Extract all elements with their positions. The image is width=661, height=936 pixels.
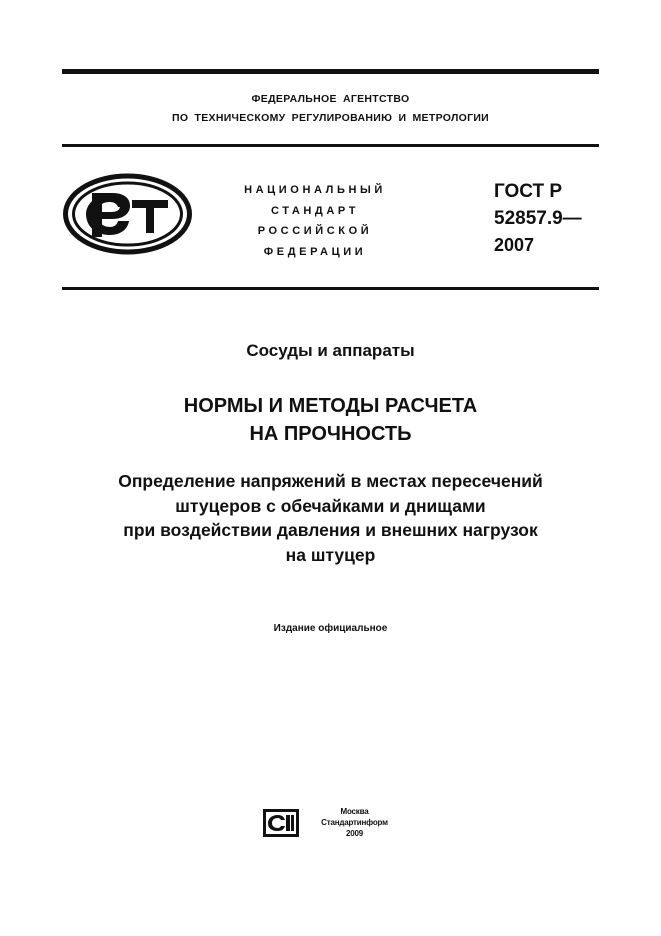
publisher-name: Стандартинформ (321, 818, 388, 827)
document-main-title (62, 392, 599, 448)
subtitle-line-3: при воздействии давления и внешних нагрузок (123, 520, 538, 540)
standard-designation (494, 178, 582, 259)
subtitle-line-1: Определение напряжений в местах пересечений (118, 471, 543, 491)
designation-year: 2007 (494, 235, 535, 255)
standard-type-line-3: РОССИЙСКОЙ (257, 225, 373, 237)
main-title-line-1: НОРМЫ И МЕТОДЫ РАСЧЕТА (183, 395, 478, 417)
agency-line-1: ФЕДЕРАЛЬНОЕ АГЕНТСТВО (251, 93, 410, 105)
publisher-imprint (307, 806, 402, 839)
subtitle-line-2: штуцеров с обечайками и днищами (175, 495, 486, 516)
designation-number: 52857.9— (494, 208, 582, 229)
main-title-line-2: НА ПРОЧНОСТЬ (249, 423, 412, 445)
standard-type-line-4: ФЕДЕРАЦИИ (263, 245, 367, 258)
edition-label: Издание официальное (273, 623, 388, 634)
standard-type-label (230, 180, 400, 262)
document-group-title: Сосуды и аппараты (246, 341, 415, 360)
header-rule (62, 144, 599, 147)
subtitle-line-4: на штуцер (285, 544, 376, 565)
standartinform-logo-icon (262, 808, 300, 838)
rst-certification-mark-icon (62, 173, 193, 255)
publisher-city: Москва (340, 807, 369, 816)
title-block-rule (62, 287, 599, 290)
standard-type-line-1: НАЦИОНАЛЬНЫЙ (244, 184, 386, 196)
top-rule (62, 69, 599, 74)
publisher-year: 2009 (346, 829, 363, 838)
document-subtitle (62, 469, 599, 567)
agency-line-2: ПО ТЕХНИЧЕСКОМУ РЕГУЛИРОВАНИЮ И МЕТРОЛОГИИ (171, 112, 490, 124)
designation-prefix: ГОСТ Р (494, 181, 563, 202)
standard-type-line-2: СТАНДАРТ (270, 204, 360, 217)
